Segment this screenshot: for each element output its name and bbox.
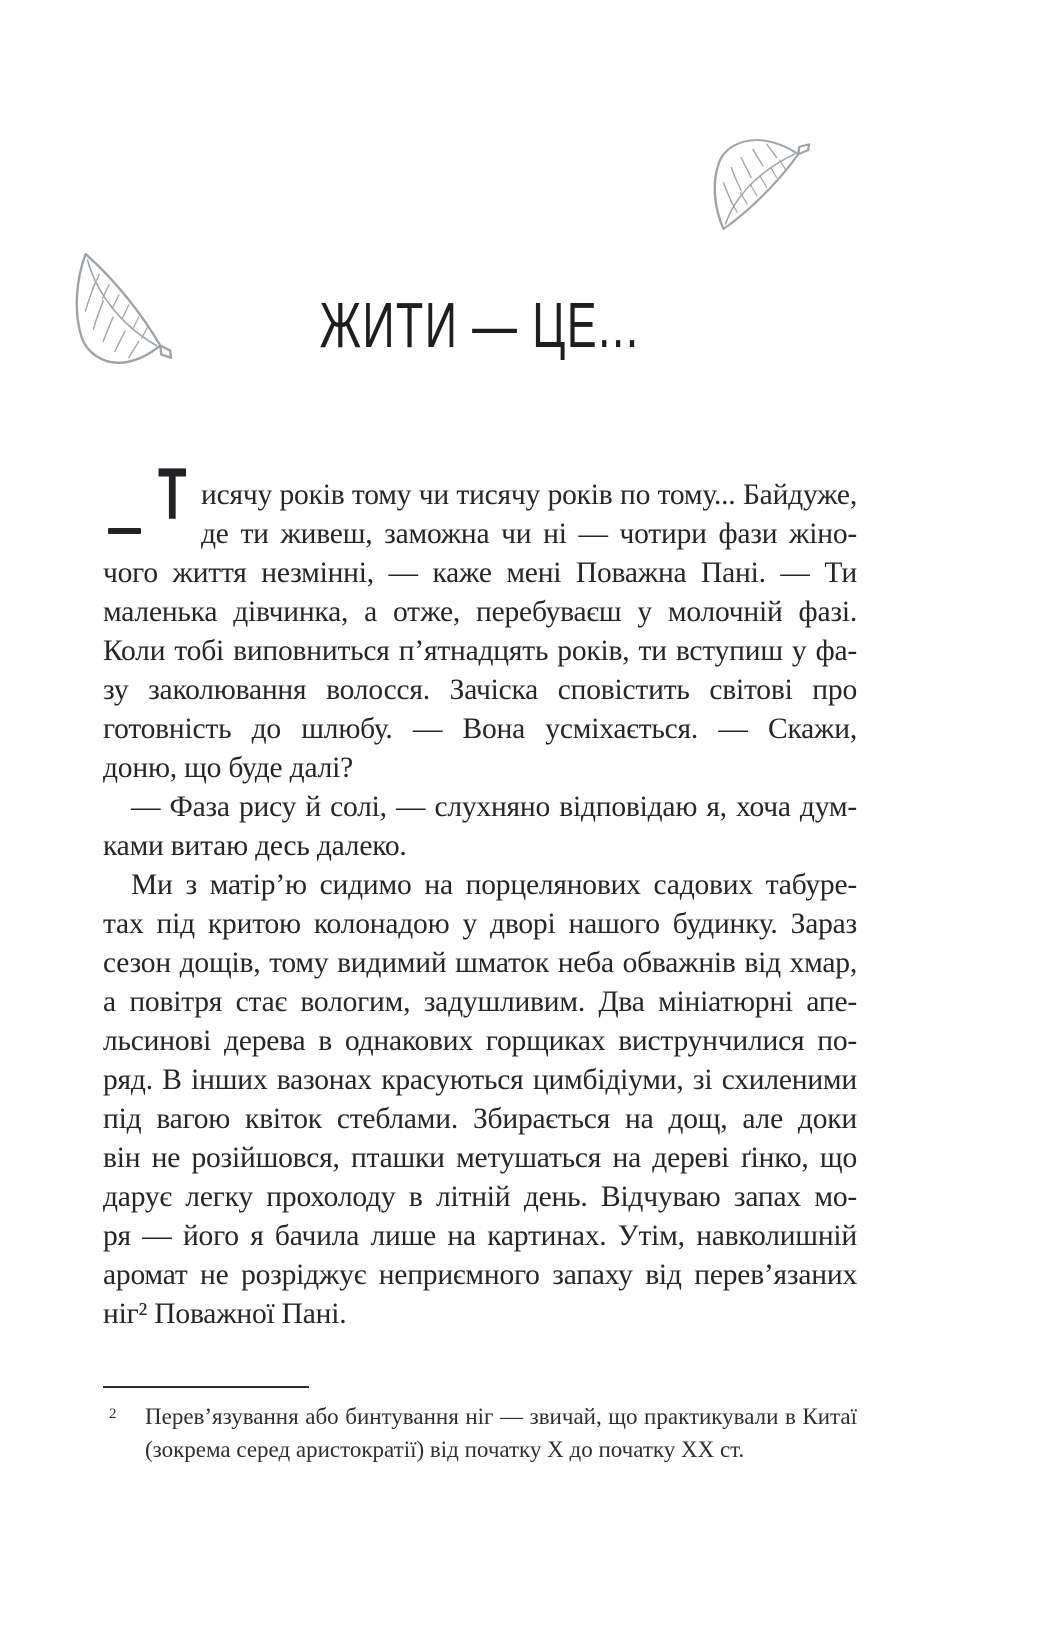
text-line: Коли тобі виповниться п’ятнадцять років, ти вступиш у фа- <box>103 635 857 667</box>
footnote-text <box>103 1400 857 1466</box>
text-line: доню, що буде далі? <box>103 752 354 784</box>
text-line: — Фаза рису й солі, — слухняно відповідаю я, хоча дум- <box>131 791 857 823</box>
body-text <box>103 454 857 1334</box>
title-row <box>103 289 857 361</box>
drop-cap: Т <box>158 454 187 535</box>
text-line: сезон дощів, тому видимий шматок неба обважнів від хмар, <box>103 947 857 979</box>
text-line: тах під критою колонадою у дворі нашого будинку. Зараз <box>103 908 857 940</box>
paragraph-2 <box>103 788 857 866</box>
text-line: льсинові дерева в однакових горщиках виструнчилися по- <box>103 1025 857 1057</box>
text-line: ками витаю десь далеко. <box>103 830 407 862</box>
text-line: дарує легку прохолоду в літній день. Відчуваю запах мо- <box>103 1181 857 1213</box>
text-line: чого життя незмінні, — каже мені Поважна Пані. — Ти <box>103 557 857 589</box>
footnote <box>103 1386 857 1466</box>
text-line: де ти живеш, заможна чи ні — чотири фази жіно- <box>201 518 857 550</box>
footnote-line: (зокрема серед аристократії) від початку X до початку XX ст. <box>145 1437 745 1462</box>
text-line: Ми з матір’ю сидимо на порцелянових садових табуре- <box>131 869 857 901</box>
leaf-illustration-top-right <box>698 126 816 234</box>
paragraph-1 <box>103 454 857 788</box>
dropcap-dash <box>108 528 141 534</box>
text-line: ніг² Поважної Пані. <box>103 1298 347 1330</box>
footnote-rule <box>103 1386 309 1388</box>
text-line: ря — його я бачила лише на картинах. Утім, навколишній <box>103 1220 857 1252</box>
text-line: під вагою квіток стеблами. Збирається на дощ, але доки <box>103 1103 857 1135</box>
text-line: а повітря стає вологим, задушливим. Два мініатюрні апе- <box>103 986 857 1018</box>
text-line: аромат не розріджує неприємного запаху від перев’язаних <box>103 1259 857 1291</box>
text-line: він не розійшовся, пташки метушаться на дереві ґінко, що <box>103 1142 857 1174</box>
text-line: ряд. В інших вазонах красуються цимбідіуми, зі схиленими <box>103 1064 857 1096</box>
text-line: маленька дівчинка, а отже, перебуваєш у молочній фазі. <box>103 596 857 628</box>
chapter-title: ЖИТИ — ЦЕ... <box>320 289 640 361</box>
text-line: исячу років тому чи тисячу років по тому... Байдуже, <box>201 479 857 511</box>
text-line: зу заколювання волосся. Зачіска сповістить світові про <box>103 674 857 706</box>
footnote-marker: 2 <box>109 1406 117 1422</box>
paragraph-3 <box>103 866 857 1334</box>
text-line: готовність до шлюбу. — Вона усміхається. — Скажи, <box>103 713 857 745</box>
footnote-line: Перев’язування або бинтування ніг — звичай, що практикували в Китаї <box>145 1404 857 1429</box>
